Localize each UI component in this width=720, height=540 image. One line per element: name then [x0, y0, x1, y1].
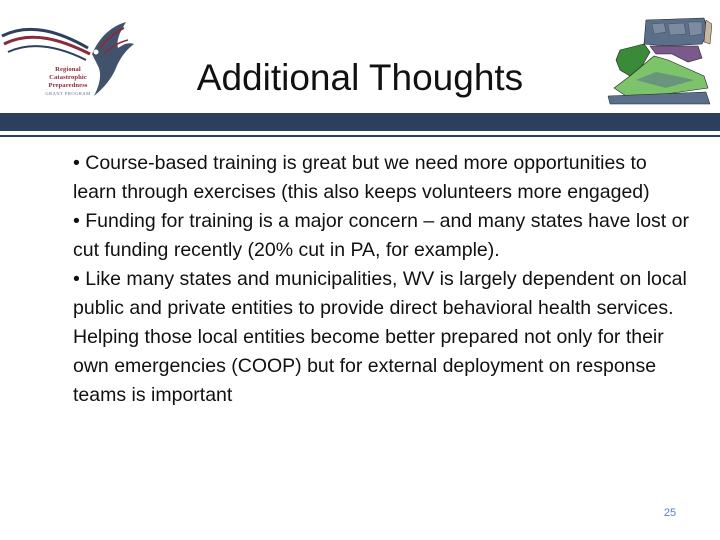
bullet-item: • Course-based training is great but we need more opportunities to learn through exercises (this also keeps volunteers more engaged) — [73, 152, 650, 203]
logo-text — [38, 66, 98, 98]
logo-line: Regional — [55, 66, 81, 73]
logo-tagline: GRANT PROGRAM — [45, 91, 91, 96]
eagle-logo — [0, 14, 140, 106]
page-number: 25 — [663, 507, 677, 519]
bullet-item: • Funding for training is a major concern – and many states have lost or cut funding recently (20% cut in PA, for example). — [73, 210, 689, 261]
regional-states-map — [606, 14, 712, 106]
map-icon — [606, 14, 712, 106]
logo-line: Catastrophic — [49, 74, 87, 81]
bullet-list — [73, 149, 693, 410]
bullet-item: • Like many states and municipalities, WV is largely dependent on local public and private entities to provide direct behavioral health services. Helping those local entities become better prepared not only for their own emergencies (COOP) but for external deployment on response teams is important — [73, 268, 687, 406]
header-band — [0, 113, 720, 131]
header-divider — [0, 135, 720, 137]
logo-line: Preparedness — [48, 82, 88, 89]
slide-title: Additional Thoughts — [196, 57, 524, 98]
